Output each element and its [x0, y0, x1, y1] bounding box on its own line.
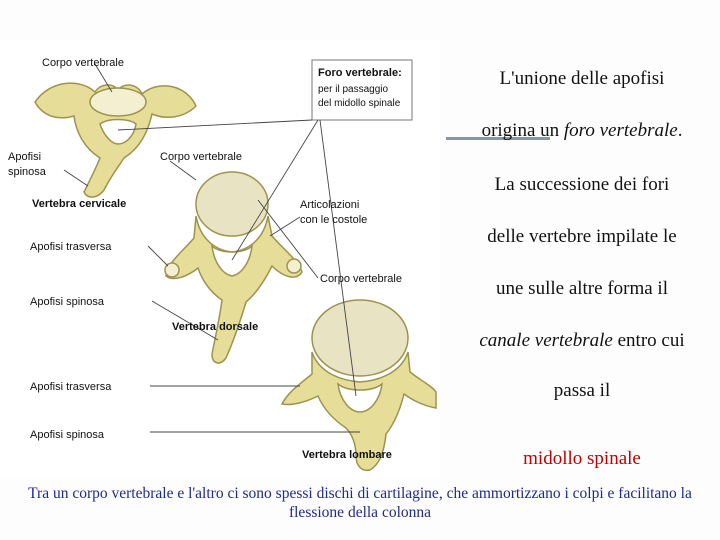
text-line-6-post: entro cui [612, 330, 685, 351]
label-apofisi-trasversa-dorsal: Apofisi trasversa [30, 241, 112, 253]
label-apofisi-spinosa-dorsal: Apofisi spinosa [30, 296, 104, 308]
label-foro-line2: del midollo spinale [318, 98, 401, 109]
label-foro-title: Foro vertebrale: [318, 67, 402, 79]
term-midollo-spinale: midollo spinale [523, 448, 641, 469]
label-vertebra-dorsale: Vertebra dorsale [172, 321, 259, 333]
label-apofisi-spinosa-cervical-1: Apofisi [8, 151, 42, 163]
text-line-4: delle vertebre impilate le [487, 226, 677, 247]
term-foro-vertebrale: foro vertebrale [563, 120, 678, 141]
label-vertebra-lombare: Vertebra lombare [302, 449, 392, 461]
label-corpo-vertebrale-lumbar: Corpo vertebrale [320, 273, 402, 285]
vertebrae-illustration [0, 40, 440, 476]
label-corpo-vertebrale-cervical: Corpo vertebrale [42, 57, 124, 69]
label-vertebra-cervicale: Vertebra cervicale [32, 198, 127, 210]
text-line-7: passa il [553, 380, 611, 401]
label-apofisi-trasversa-lumbar: Apofisi trasversa [30, 381, 112, 393]
text-line-2-post: . [677, 120, 683, 141]
text-line-2-pre: origina un [481, 120, 564, 141]
caption: Tra un corpo vertebrale e l'altro ci sono spessi dischi di cartilagine, che ammortizzano i colpi e facilitano la flessione della colonna [28, 485, 692, 521]
label-apofisi-spinosa-lumbar: Apofisi spinosa [30, 429, 104, 441]
label-apofisi-spinosa-cervical-2: spinosa [8, 166, 46, 178]
term-canale-vertebrale: canale vertebrale [479, 330, 613, 351]
text-line-1: L'unione delle apofisi [499, 68, 665, 89]
label-articolazioni-2: con le costole [300, 214, 368, 226]
label-articolazioni-1: Articolazioni [300, 199, 360, 211]
label-corpo-vertebrale-dorsal: Corpo vertebrale [160, 151, 242, 163]
text-line-2 [448, 120, 716, 142]
text-line-5: une sulle altre forma il [496, 278, 668, 299]
text-line-6 [448, 330, 716, 352]
label-foro-line1: per il passaggio [318, 84, 389, 95]
text-line-3: La successione dei fori [494, 174, 670, 195]
